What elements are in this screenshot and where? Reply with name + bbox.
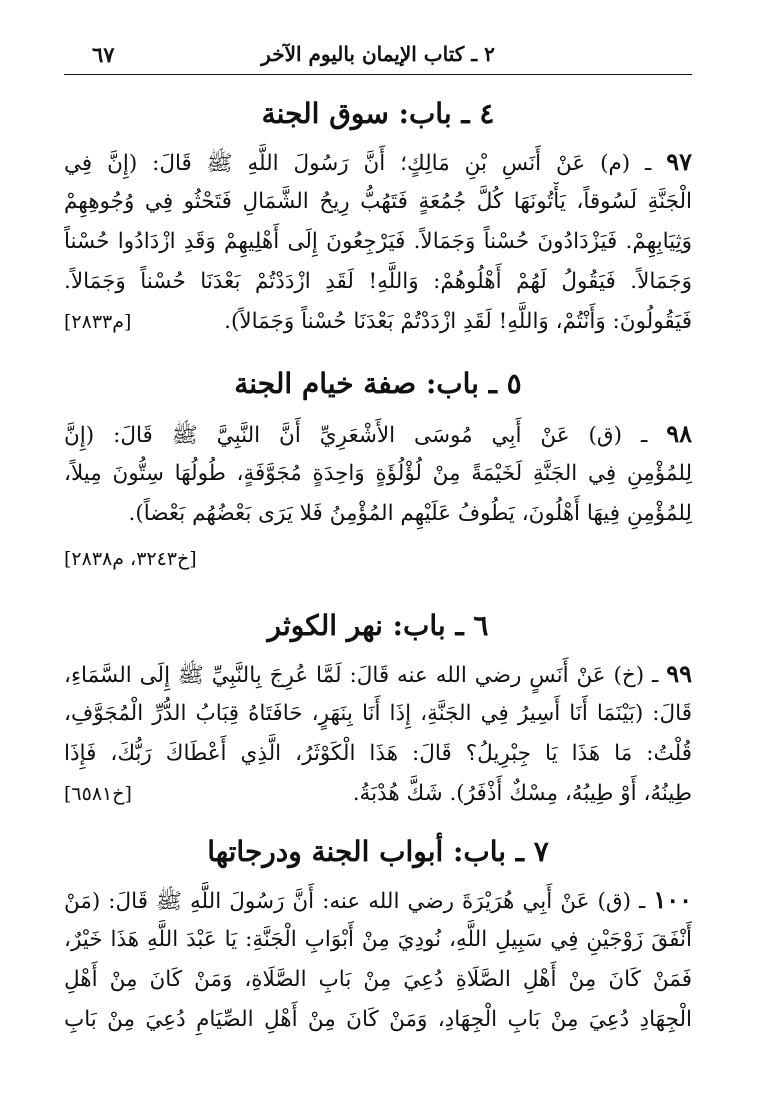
hadith-paragraph (64, 414, 692, 534)
hadith-number: ١٠٠ (653, 885, 692, 914)
hadith-paragraph (64, 142, 692, 342)
book-title: ٢ ـ كتاب الإيمان باليوم الآخر (261, 42, 495, 66)
hadith-number: ٩٧ (666, 147, 692, 176)
source-reference: [خ٦٥٨١] (64, 783, 132, 805)
text-line: وَجَمَالاً. فَيَقُولُ لَهُمْ أَهْلُوهُمْ: وَاللَّهِ! لَقَدِ ازْدَدْتُمْ بَعْدَنَا حُسْناً وَجَمَالاً. (64, 269, 692, 294)
hadith-paragraph (64, 654, 692, 814)
text-line: فَمَنْ كَانَ مِنْ أَهْلِ الصَّلَاةِ دُعِيَ مِنْ بَابِ الصَّلَاةِ، وَمَنْ كَانَ مِنْ أَهْلِ (64, 967, 692, 992)
text-line: طِينُهُ، أَوْ طِيبُهُ، مِسْكٌ أَذْفَرُ). شَكَّ هُدْبَةُ. [خ٦٥٨١] (64, 774, 692, 814)
book-page (64, 0, 692, 1104)
text-line: وَثِيَابِهِمْ. فَيَزْدَادُونَ حُسْناً وَجَمَالاً. فَيَرْجِعُونَ إِلَى أَهْلِيهِمْ وَقَدِ ازْدَادُوا حُسْناً (64, 229, 692, 254)
text-line: ٩٨ ـ (ق) عَنْ أَبِي مُوسَى الأَشْعَرِيِّ أَنَّ النَّبِيَّ ﷺ قَالَ: (إِنَّ (64, 419, 692, 448)
text-line: أَنْفَقَ زَوْجَيْنِ فِي سَبِيلِ اللَّهِ، نُودِيَ مِنْ أَبْوَابِ الْجَنَّةِ: يَا عَبْدَ اللَّهِ هَذَا خَيْرٌ، (64, 927, 692, 952)
hadith-number: ٩٨ (666, 419, 692, 448)
text-line: لِلمُؤْمِنِ فِيهَا أَهْلُونَ، يَطُوفُ عَلَيْهِم المُؤْمِنُ فَلا يَرَى بَعْضُهُم بَعْضاً). (128, 501, 692, 526)
text-line: ٩٩ ـ (خ) عَنْ أَنَسٍ رضي الله عنه قَالَ: لَمَّا عُرِجَ بِالنَّبِيِّ ﷺ إِلَى السَّمَاءِ، (64, 659, 692, 688)
text-line: الْجِهَادِ دُعِيَ مِنْ بَابِ الْجِهَادِ، وَمَنْ كَانَ مِنْ أَهْلِ الصِّيَامِ دُعِيَ مِنْ بَابِ (64, 1007, 692, 1032)
chapter-heading: ٦ ـ باب: نهر الكوثر (267, 609, 489, 642)
chapter-heading: ٤ ـ باب: سوق الجنة (261, 97, 495, 130)
text-line: لِلمُؤْمِنِ فِي الجَنَّةِ لَخَيْمَةً مِنْ لُؤْلُؤَةٍ وَاحِدَةٍ مُجَوَّفَةٍ، طُولُهَا سِتُّونَ مِيلاً، (64, 461, 692, 486)
text-line: قُلْتُ: مَا هَذَا يَا جِبْرِيلُ؟ قَالَ: هَذَا الْكَوْثَرُ، الَّذِي أَعْطَاكَ رَبُّكَ، فَإِذَا (64, 741, 692, 766)
text-line: ٩٧ ـ (م) عَنْ أَنَسِ بْنِ مَالِكٍ؛ أَنَّ رَسُولَ اللَّهِ ﷺ قَالَ: (إِنَّ فِي (64, 147, 692, 176)
chapter-heading: ٥ ـ باب: صفة خيام الجنة (234, 367, 522, 400)
page-number: ٦٧ (92, 42, 115, 67)
source-reference: [خ٣٢٤٣، م٢٨٣٨] (64, 548, 197, 570)
text-line: الْجَنَّةِ لَسُوقاً، يَأْتُونَهَا كُلَّ جُمُعَةٍ فَتَهُبُّ رِيحُ الشَّمَالِ فَتَحْثُو فِي وُجُوهِهِمْ (64, 189, 692, 214)
source-reference: [م٢٨٣٣] (64, 311, 132, 333)
text-line: ١٠٠ ـ (ق) عَنْ أَبِي هُرَيْرَةَ رضي الله عنه: أَنَّ رَسُولَ اللَّهِ ﷺ قَالَ: (مَنْ (64, 885, 692, 914)
running-header (64, 38, 692, 75)
text-line: فَيَقُولُونَ: وَأَنْتُمْ، وَاللَّهِ! لَقَدِ ازْدَدْتُمْ بَعْدَنَا حُسْناً وَجَمَالاً). [م٢٨٣٣] (64, 302, 692, 342)
hadith-paragraph (64, 880, 692, 1040)
hadith-number: ٩٩ (666, 659, 692, 688)
chapter-heading: ٧ ـ باب: أبواب الجنة ودرجاتها (207, 835, 549, 868)
text-line: قَالَ: (بَيْنَمَا أَنَا أَسِيرُ فِي الجَنَّةِ، إِذَا أَنَا بِنَهَرٍ، حَافَتَاهُ قِبَابُ الدُّرِّ الْمُجَوَّفِ، (64, 701, 692, 726)
